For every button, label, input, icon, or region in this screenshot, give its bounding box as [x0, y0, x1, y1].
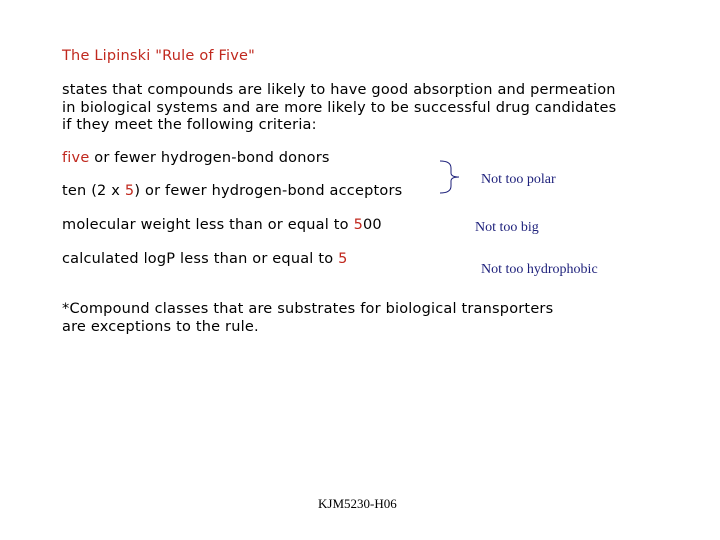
criterion-highlight: 5 [338, 251, 348, 267]
note-not-too-hydrophobic: Not too hydrophobic [481, 262, 598, 277]
exception-line-2: are exceptions to the rule. [62, 318, 259, 335]
intro-paragraph [62, 82, 616, 135]
criterion-text: molecular weight less than or equal to [62, 217, 354, 233]
criterion-text: ) or fewer hydrogen-bond acceptors [134, 183, 403, 199]
criterion-highlight: 5 [124, 183, 135, 199]
intro-line-2: in biological systems and are more likely to be successful drug candidates [62, 99, 617, 116]
note-not-too-big: Not too big [475, 220, 539, 235]
criterion-hbond-acceptors [62, 183, 402, 199]
criterion-text: or fewer hydrogen-bond donors [89, 150, 330, 166]
criterion-logp [62, 251, 348, 267]
intro-line-1: states that compounds are likely to have good absorption and permeation [62, 82, 616, 98]
intro-line-3: if they meet the following criteria: [62, 117, 317, 133]
criterion-text: 00 [363, 217, 382, 233]
slide-title: The Lipinski "Rule of Five" [62, 48, 256, 64]
criterion-text: ten (2 x [62, 183, 125, 199]
right-brace-icon [437, 160, 463, 194]
criterion-molecular-weight [62, 217, 382, 233]
criterion-highlight: five [62, 150, 90, 166]
criterion-highlight: 5 [353, 217, 363, 233]
note-not-too-polar: Not too polar [481, 172, 556, 187]
criterion-hbond-donors [62, 150, 330, 166]
slide-footer: KJM5230-H06 [318, 496, 397, 511]
criterion-text: calculated logP less than or equal to [62, 251, 339, 267]
exception-line-1: *Compound classes that are substrates for biological transporters [62, 301, 554, 317]
exception-note [62, 301, 553, 336]
